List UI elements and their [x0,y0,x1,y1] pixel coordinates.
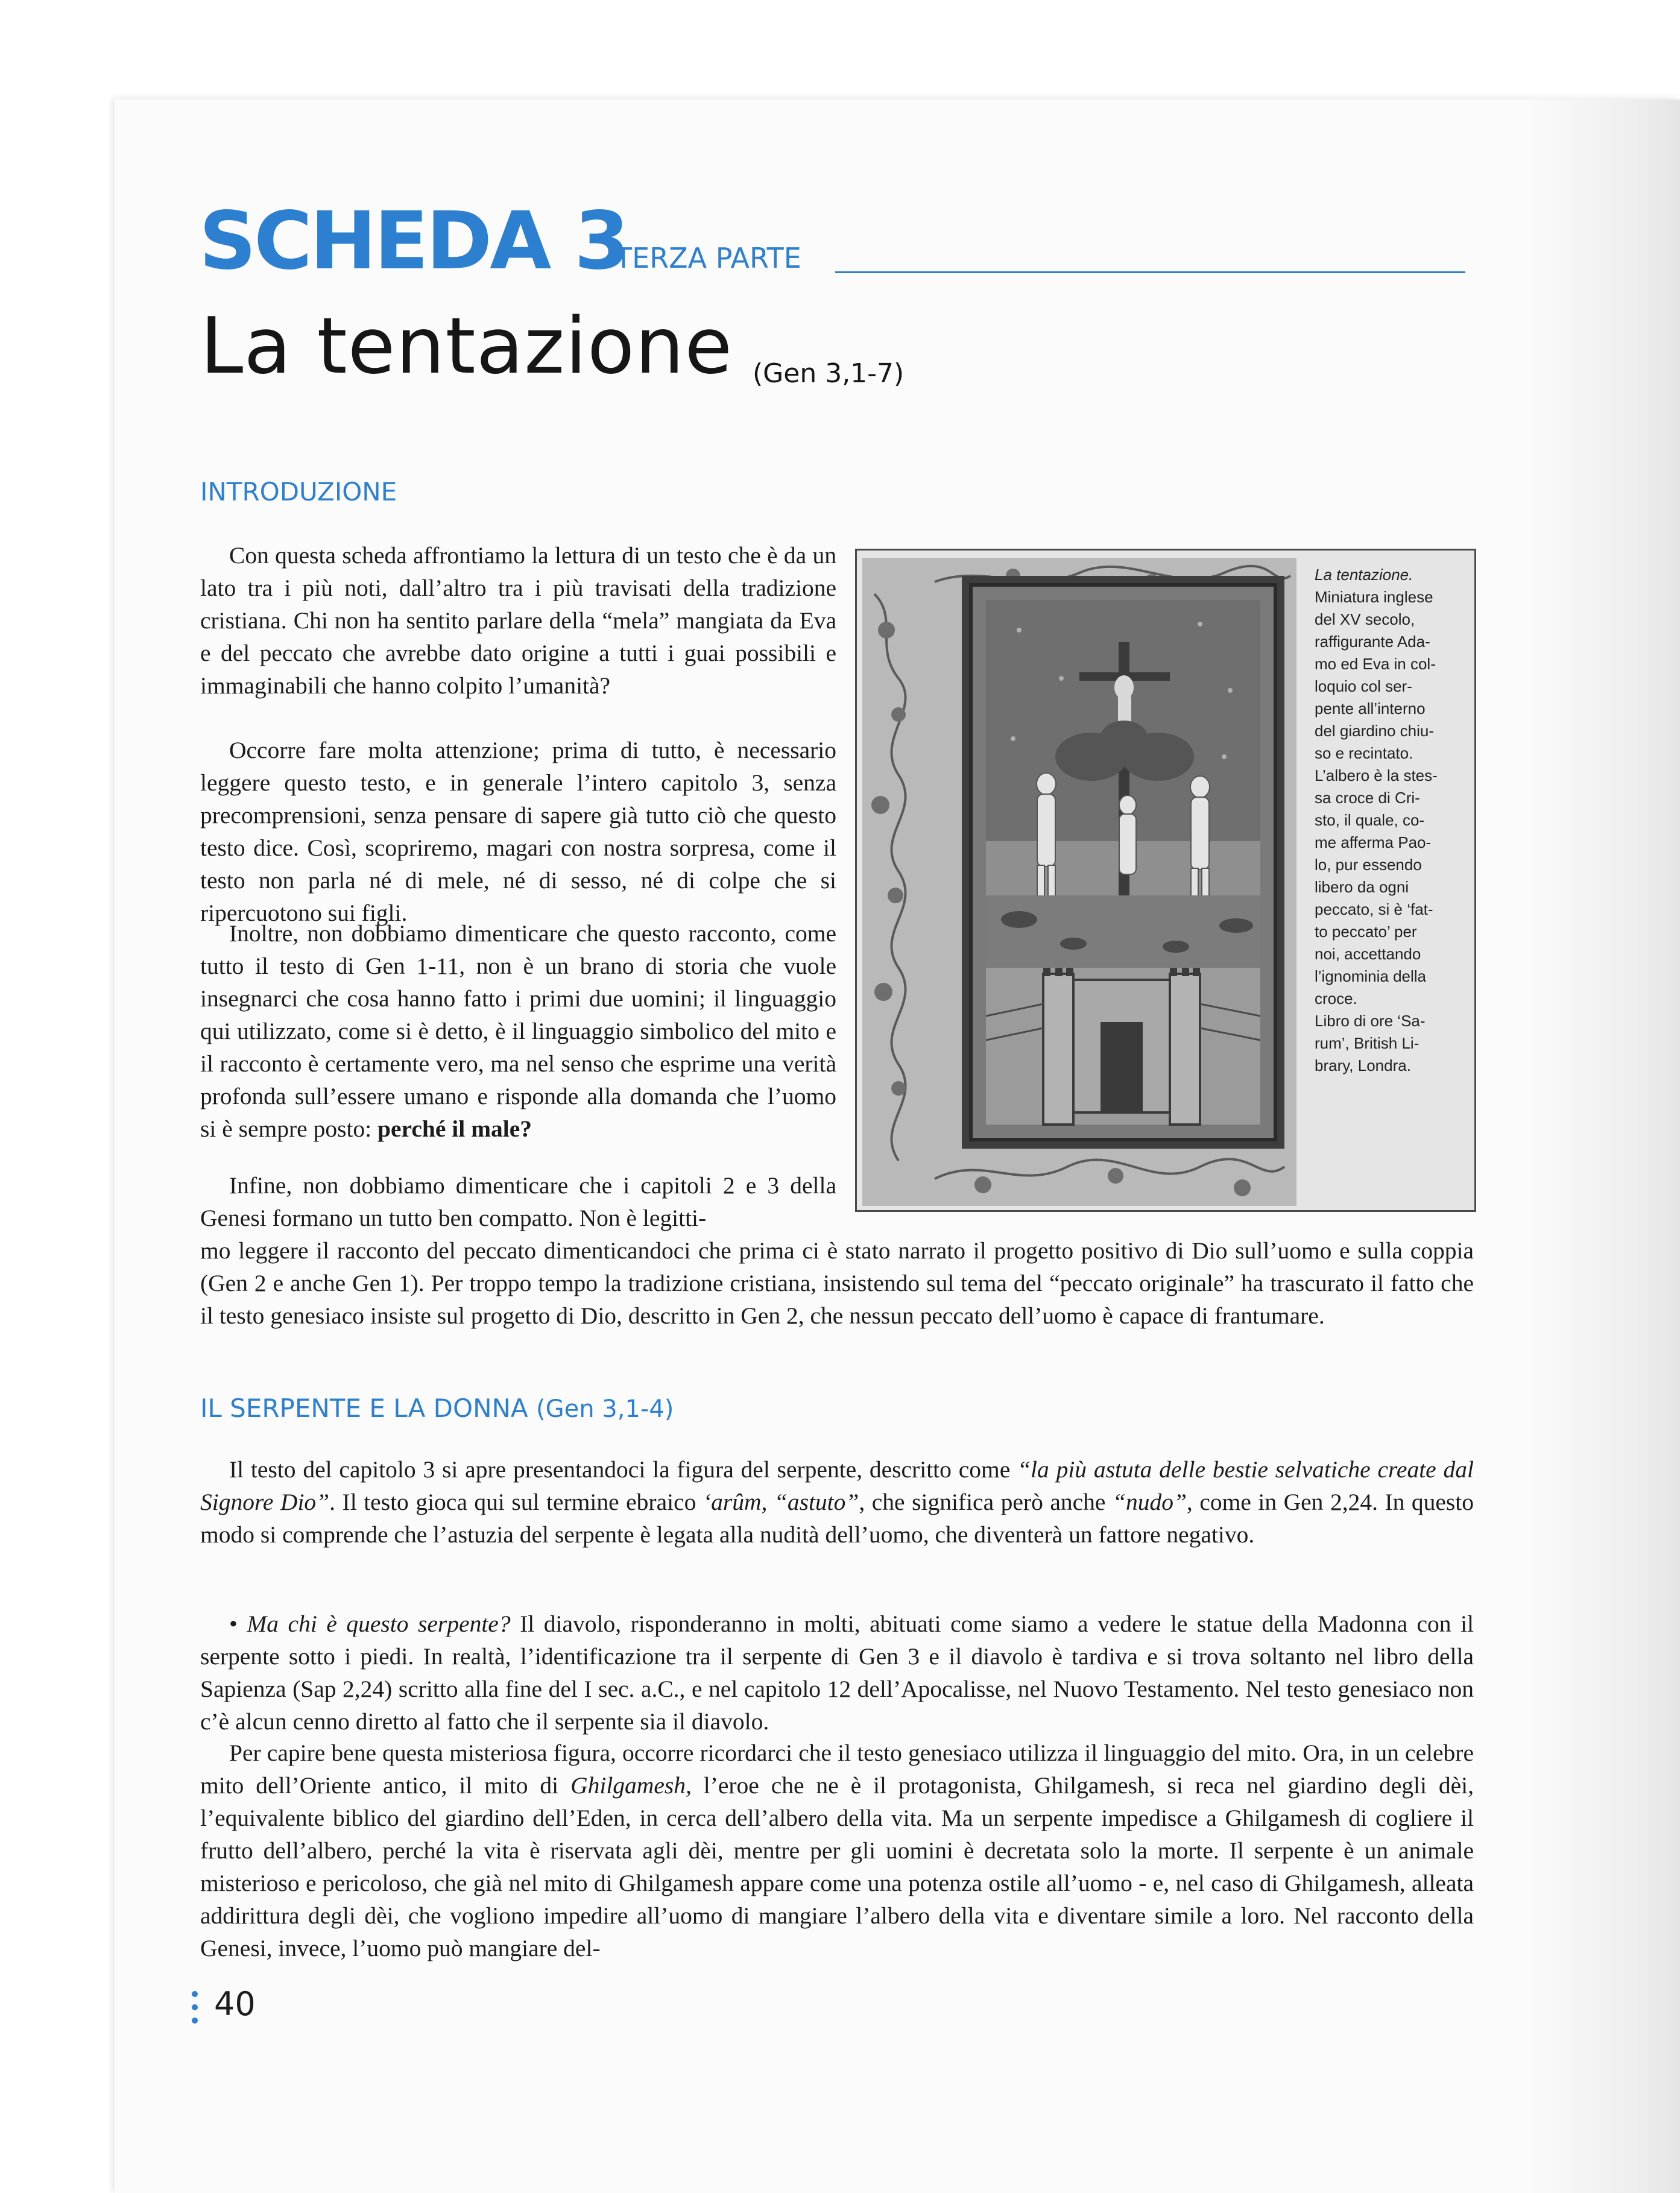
question-italic: Ma chi è questo serpente? [247,1611,511,1637]
figure-caption-line: sto, il quale, co- [1315,811,1425,829]
section-heading-serpente [200,1392,674,1426]
miniature-illustration [862,558,1296,1206]
page-title: La tentazione [200,301,733,391]
intro-paragraph-2 [200,734,836,929]
figure-caption-line: l’ignominia della [1315,967,1426,985]
section-heading-introduzione: INTRODUZIONE [200,477,397,506]
serpente-paragraph-2 [200,1608,1474,1738]
figure-caption-title: La tentazione. [1315,566,1413,584]
page-title-reference: (Gen 3,1-7) [753,358,905,389]
quote-italic: “la più astuta delle bestie selvatiche create dal Signore Dio” [200,1456,1474,1515]
intro-paragraph-4a: Infine, non dobbiamo dimenticare che i capitoli 2 e 3 della Genesi formano un tutto ben compatto. Non è legitti- [200,1172,836,1231]
scheda-label: SCHEDA 3 [199,195,628,288]
figure-caption-line: L’albero è la stes- [1315,766,1438,784]
figure-caption-line: loquio col ser- [1315,677,1412,695]
text-run: l’eroe che ne è il protagonista, Ghilgamesh, si reca nel giardino degli dèi, l’equivalente biblico del giardino dell’Eden, in cerca dell’albero della vita. Ma un serpente impedisce a Ghilgamesh di cogliere il frutto dell’albero, perché la vita è riservata agli dèi, mentre per gli uomini è decretata solo la morte. Il serpente è un animale misterioso e pericoloso, che già nel mito di Ghilgamesh appare come una potenza ostile all’uomo - e, nel caso di Ghilgamesh, alleata addirittura degli dèi, che vogliono impedire all’uomo di mangiare l’albero della vita e diventare simile a loro. Nel racconto della Genesi, invece, l’uomo può mangiare del- [200,1772,1474,1961]
scan-top-margin [0,0,1680,99]
bullet: • [229,1611,238,1637]
figure-caption-line: del giardino chiu- [1315,722,1435,740]
figure-caption-line: lo, pur essendo [1315,856,1422,874]
serpente-paragraph-1 [200,1453,1474,1551]
dot-icon [192,2018,198,2024]
section-heading-serpente-text: IL SERPENTE E LA DONNA [200,1393,528,1423]
figure-caption-line: Miniatura inglese [1315,588,1433,606]
dot-icon [192,2004,198,2010]
intro-paragraph-2-text: Occorre fare molta attenzione; prima di tutto, è necessario leggere questo testo, e in generale l’intero capitolo 3, senza precomprensioni, senza pensare di sapere già tutto ciò che questo testo dice. Così, scopriremo, magari con nostra sorpresa, come il testo non parla né di mele, né di sesso, né di colpe che si ripercuotono sui figli. [200,737,836,926]
figure-caption-line: raffigurante Ada- [1315,633,1430,651]
text-run: , che significa però anche [859,1489,1106,1515]
header-rule [835,271,1465,273]
text-run: Per capire bene questa misteriosa figura, occorre ricordarci che il testo genesiaco utilizza il linguaggio del mito. Ora, in un celebre mito dell’Oriente antico, il mito di [200,1740,1474,1799]
figure-caption-line: pente all’interno [1315,699,1426,718]
ghilgamesh-italic: Ghilgamesh, [570,1772,692,1799]
text-run: Il diavolo, risponderanno in molti, abituati come siamo a vedere le statue della Madonna con il serpente sotto i piedi. In realtà, l’identificazione tra il serpente di Gen 3 e il diavolo è tardiva e si trova soltanto nel libro della Sapienza (Sap 2,24) scritto alla fine del I sec. a.C., e nel capitolo 12 dell’Apocalisse, nel Nuovo Testamento. Nel testo genesiaco non c’è alcun cenno diretto al fatto che il serpente sia il diavolo. [200,1611,1474,1735]
dot-icon [192,1991,198,1997]
figure-caption-line: me afferma Pao- [1315,833,1432,851]
figure-caption [1315,564,1465,1077]
serpente-paragraph-3 [200,1737,1474,1964]
intro-paragraph-1: Con questa scheda affrontiamo la lettura di un testo che è da un lato tra i più noti, dall’altro tra i più travisati della tradizione cristiana. Chi non ha sentito parlare della “mela” mangiata da Eva e del peccato che avrebbe dato origine a tutti i guai possibili e immaginabili che hanno colpito l’umanità? [200,542,836,699]
intro-question-bold: perché il male? [377,1115,532,1142]
scheda-header [199,193,1465,289]
figure-caption-line: mo ed Eva in col- [1315,655,1436,673]
figure-caption-line: croce. [1315,989,1357,1008]
page-gutter-shadow [1526,99,1680,2193]
nudo-italic: “nudo” [1112,1489,1187,1515]
figure-caption-line: del XV secolo, [1315,610,1415,628]
page-number: 40 [214,1985,256,2023]
page-number-dots [192,1987,200,2030]
figure-caption-line: libero da ogni [1315,878,1409,896]
text-run: Il testo del capitolo 3 si apre presentandoci la figura del serpente, descritto come [229,1456,1011,1483]
intro-paragraph-4b: mo leggere il racconto del peccato dimenticandoci che prima ci è stato narrato il progetto positivo di Dio sull’uomo e sulla coppia (Gen 2 e anche Gen 1). Per troppo tempo la tradizione cristiana, insistendo sul tema del “peccato originale” ha trascurato il fatto che il testo genesiaco insiste sul progetto di Dio, descritto in Gen 2, che nessun peccato dell’uomo è capace di frantumare. [200,1237,1474,1329]
figure-caption-line: peccato, si è ‘fat- [1315,900,1433,918]
figure-caption-line: noi, accettando [1315,945,1421,963]
section-heading-serpente-ref: (Gen 3,1-4) [536,1395,674,1423]
hebrew-term-italic: ‘arûm, “astuto” [703,1489,859,1515]
intro-paragraph-3 [200,917,836,1145]
text-run: , come in Gen 2,24. In questo modo si comprende che l’astuzia del serpente è legata alla nudità dell’uomo, che diventerà un fattore negativo. [200,1489,1474,1548]
figure-caption-line: Libro di ore ‘Sa- [1315,1012,1426,1030]
text-run: . Il testo gioca qui sul termine ebraico [329,1489,696,1515]
intro-paragraph-3-text: Inoltre, non dobbiamo dimenticare che questo racconto, come tutto il testo di Gen 1-11, non è un brano di storia che vuole insegnarci che cosa hanno fatto i primi due uomini; il linguaggio qui utilizzato, come si è detto, è il linguaggio simbolico del mito e il racconto è certamente vero, ma nel senso che esprime una verità profonda sull’essere umano e risponde alla domanda che l’uomo si è sempre posto: [200,920,836,1142]
scheda-part-label: TERZA PARTE [615,242,801,274]
figure-caption-line: rum’, British Li- [1315,1034,1419,1052]
figure-caption-line: so e recintato. [1315,744,1413,762]
figure-caption-line: to peccato’ per [1315,923,1417,941]
figure-caption-line: brary, Londra. [1315,1056,1411,1074]
figure-caption-line: sa croce di Cri- [1315,789,1420,807]
